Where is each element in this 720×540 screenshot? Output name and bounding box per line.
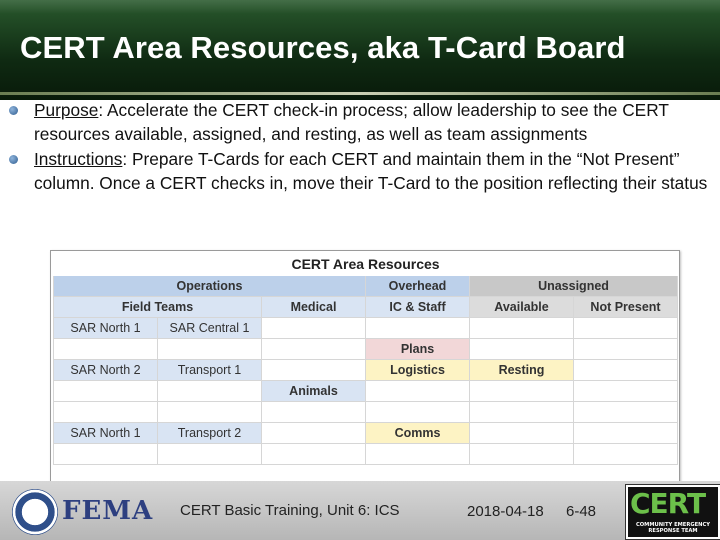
empty-cell [470,339,574,360]
empty-cell [158,402,262,423]
empty-cell [470,381,574,402]
dhs-seal-icon [12,489,58,535]
empty-cell [574,360,678,381]
footer-course-title: CERT Basic Training, Unit 6: ICS [180,502,400,519]
title-bar [0,0,720,100]
empty-cell [470,402,574,423]
empty-cell [366,381,470,402]
column-medical: Medical [262,297,366,318]
section-plans: Plans [366,339,470,360]
empty-cell [158,381,262,402]
bullet-list [0,98,720,195]
group-unassigned: Unassigned [470,276,678,297]
bullet-instructions [0,147,720,196]
column-not-present: Not Present [574,297,678,318]
empty-cell [574,339,678,360]
bullet-text: : Prepare T-Cards for each CERT and maintain them in the “Not Present” column. Once a CERT checks in, move their T-Card to the position reflecting their status [34,148,708,193]
t-card-board [50,250,680,484]
empty-cell [54,444,158,465]
group-overhead: Overhead [366,276,470,297]
t-card: SAR North 2 [54,360,158,381]
footer-date: 2018-04-18 [467,503,544,520]
t-card: Transport 2 [158,423,262,444]
empty-cell [158,339,262,360]
empty-cell [574,381,678,402]
empty-cell [54,339,158,360]
empty-cell [262,318,366,339]
empty-cell [54,402,158,423]
t-card: Transport 1 [158,360,262,381]
bullet-text: : Accelerate the CERT check-in process; allow leadership to see the CERT resources available, assigned, and resting, as well as team assignments [34,100,669,145]
empty-cell [574,402,678,423]
empty-cell [262,360,366,381]
column-field-teams: Field Teams [54,297,262,318]
t-card: SAR North 1 [54,423,158,444]
empty-cell [262,444,366,465]
empty-cell [470,318,574,339]
column-ic-staff: IC & Staff [366,297,470,318]
column-available: Available [470,297,574,318]
cert-logo [626,485,720,539]
group-operations: Operations [54,276,366,297]
t-card: SAR North 1 [54,318,158,339]
bullet-dot-icon [9,155,18,164]
empty-cell [574,318,678,339]
section-animals: Animals [262,381,366,402]
section-logistics: Logistics [366,360,470,381]
section-comms: Comms [366,423,470,444]
slide-title: CERT Area Resources, aka T-Card Board [20,30,626,65]
bullet-dot-icon [9,106,18,115]
section-resting: Resting [470,360,574,381]
empty-cell [366,402,470,423]
empty-cell [366,318,470,339]
board-title: CERT Area Resources [54,252,678,276]
empty-cell [574,423,678,444]
bullet-keyword: Instructions [34,148,123,169]
empty-cell [158,444,262,465]
empty-cell [470,444,574,465]
empty-cell [366,444,470,465]
fema-logo: FEMA [62,496,154,526]
empty-cell [54,381,158,402]
bullet-purpose [0,98,720,147]
cert-logo-word: CERT [630,487,706,520]
empty-cell [262,402,366,423]
title-divider [0,92,720,95]
t-card: SAR Central 1 [158,318,262,339]
empty-cell [262,423,366,444]
empty-cell [262,339,366,360]
t-card-table [53,251,678,465]
cert-logo-subtitle: COMMUNITY EMERGENCY RESPONSE TEAM [635,522,711,534]
empty-cell [574,444,678,465]
empty-cell [470,423,574,444]
bullet-keyword: Purpose [34,100,99,120]
page-number: 6-48 [566,503,597,520]
